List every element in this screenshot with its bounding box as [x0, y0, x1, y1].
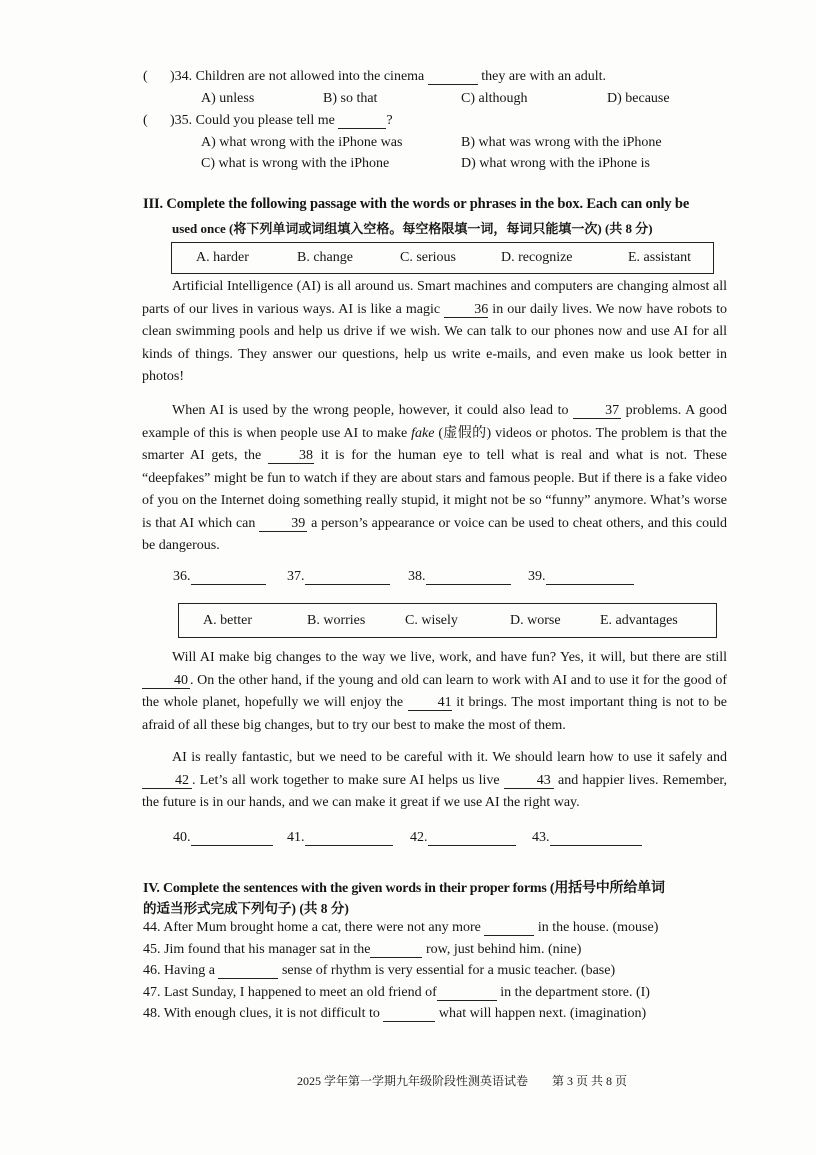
- word-box-1-item: D. recognize: [501, 250, 573, 265]
- q45: [143, 941, 581, 958]
- answer-40-line[interactable]: [191, 830, 273, 846]
- q35-paren: (: [143, 113, 148, 128]
- word-box-2: [178, 603, 717, 638]
- answer-42-line[interactable]: [428, 830, 516, 846]
- answer-39-line[interactable]: [546, 569, 634, 585]
- blank-43: 43: [504, 773, 554, 789]
- q34-paren: (: [143, 69, 148, 84]
- answer-42: [410, 830, 516, 846]
- passage-paragraph-1: [142, 276, 727, 389]
- answer-39: [528, 569, 634, 585]
- q48-blank[interactable]: [383, 1006, 435, 1022]
- answer-41: [287, 830, 393, 846]
- p2-text-a: When AI is used by the wrong people, however, it could also lead to: [172, 403, 574, 418]
- q45-blank[interactable]: [370, 942, 422, 958]
- q35-blank: [338, 113, 386, 129]
- p2-text-e: a person’s appearance or voice can be used to cheat others, and this could be dangerous.: [142, 515, 727, 553]
- p1-text-b: in our daily lives. We now have robots to clean swimming pools and help us drive if we wish. We can talk to our phones now and use AI for all kinds of things. They answer our questions, help us write e-mails, and even make us look better in photos!: [142, 301, 728, 384]
- q44: [143, 919, 658, 936]
- answer-36: [173, 569, 266, 585]
- word-box-2-item: D. worse: [510, 612, 561, 628]
- word-box-1-item: A. harder: [196, 250, 249, 265]
- p2-text-d: it is for the human eye to tell what is real and what is not. These “deepfakes” might be fun to watch if they are about stars and famous people. But if there is a fake video of you on the Internet doing something really stupid, it might not be so “funny” anymore. What’s worse is that AI which can: [142, 448, 727, 531]
- blank-37: 37: [573, 403, 621, 419]
- q35-after: ?: [386, 113, 393, 128]
- answer-37-line[interactable]: [305, 569, 390, 585]
- word-box-1-item: C. serious: [400, 250, 456, 265]
- p1-text-a: Artificial Intelligence (AI) is all around us. Smart machines and computers are changing almost all parts of our lives in various ways. AI is like a magic: [142, 279, 727, 317]
- word-box-1: [171, 242, 714, 274]
- q47: [143, 984, 650, 1001]
- p3-text-c: it brings. The most important thing is not to be afraid of all these big changes, but to try our best to make the most of them.: [142, 695, 727, 733]
- q47-blank[interactable]: [437, 985, 497, 1001]
- answer-39-label: 39.: [528, 569, 546, 584]
- p2-text-c: (虚假的) videos or photos. The problem is that the smarter AI gets, the: [142, 425, 727, 463]
- answer-43-line[interactable]: [550, 830, 642, 846]
- blank-36: 36: [444, 302, 488, 318]
- q45-text-b: row, just behind him. (nine): [422, 942, 582, 957]
- p2-text-b: problems. A good example of this is when people use AI to make: [142, 403, 727, 441]
- q34-option-c: C) although: [461, 91, 528, 106]
- q34-stem: )34. Children are not allowed into the cinema: [170, 69, 425, 84]
- word-box-2-item: A. better: [203, 612, 252, 628]
- word-box-2-item: C. wisely: [405, 612, 458, 628]
- answer-42-label: 42.: [410, 830, 428, 845]
- answer-37: [287, 569, 390, 585]
- q48-text-b: what will happen next. (imagination): [435, 1006, 647, 1021]
- q35-option-b: B) what was wrong with the iPhone: [461, 135, 662, 150]
- blank-42: 42: [142, 773, 192, 789]
- word-box-2-item: B. worries: [307, 612, 366, 628]
- q46: [143, 962, 615, 979]
- q44-text-a: 44. After Mum brought home a cat, there were not any more: [143, 920, 485, 935]
- q35-option-a: A) what wrong with the iPhone was: [201, 135, 403, 150]
- q47-text-a: 47. Last Sunday, I happened to meet an old friend of: [143, 985, 437, 1000]
- q35-option-d: D) what wrong with the iPhone is: [461, 156, 650, 171]
- q46-text-b: sense of rhythm is very essential for a music teacher. (base): [278, 963, 616, 978]
- q34-option-d: D) because: [607, 91, 670, 106]
- answer-37-label: 37.: [287, 569, 305, 584]
- q48: [143, 1005, 646, 1022]
- q45-text-a: 45. Jim found that his manager sat in the: [143, 942, 371, 957]
- blank-39: 39: [259, 516, 307, 532]
- answer-43-label: 43.: [532, 830, 550, 845]
- blank-40: 40: [142, 673, 190, 689]
- word-box-1-item: E. assistant: [628, 250, 691, 265]
- q34-after: they are with an adult.: [481, 69, 607, 84]
- q35-option-c: C) what is wrong with the iPhone: [201, 156, 390, 171]
- answer-38-line[interactable]: [426, 569, 511, 585]
- q46-blank[interactable]: [218, 963, 278, 979]
- p2-fake-word: fake: [411, 425, 435, 441]
- q34-option-b: B) so that: [323, 91, 378, 106]
- section4-heading-line1: IV. Complete the sentences with the given words in their proper forms (用括号中所给单词: [143, 881, 665, 896]
- q35-line: [170, 112, 393, 129]
- p4-text-b: . Let’s all work together to make sure AI helps us live: [192, 772, 504, 788]
- q48-text-a: 48. With enough clues, it is not difficult to: [143, 1006, 384, 1021]
- answer-40: [173, 830, 273, 846]
- p3-text-b: . On the other hand, if the young and old can learn to work with AI and to use it for the good of the whole planet, hopefully we will enjoy the: [142, 672, 727, 710]
- answer-36-line[interactable]: [191, 569, 266, 585]
- answer-38-label: 38.: [408, 569, 426, 584]
- section4-heading-line2: 的适当形式完成下列句子) (共 8 分): [143, 901, 349, 916]
- answer-41-label: 41.: [287, 830, 305, 845]
- blank-41: 41: [408, 695, 452, 711]
- word-box-1-item: B. change: [297, 250, 353, 265]
- q35-stem: )35. Could you please tell me: [170, 113, 335, 128]
- q46-text-a: 46. Having a: [143, 963, 219, 978]
- section3-heading-line2: used once (将下列单词或词组填入空格。每空格限填一词，每词只能填一次) (共 8 分): [172, 221, 653, 236]
- blank-38: 38: [268, 448, 314, 464]
- p3-text-a: Will AI make big changes to the way we live, work, and have fun? Yes, it will, but there are still: [172, 650, 727, 665]
- answer-43: [532, 830, 642, 846]
- word-box-2-item: E. advantages: [600, 612, 678, 628]
- passage-paragraph-4: [142, 747, 727, 815]
- answer-41-line[interactable]: [305, 830, 393, 846]
- section3-heading-line1: III. Complete the following passage with the words or phrases in the box. Each can only be: [143, 196, 690, 212]
- q34-option-a: A) unless: [201, 91, 255, 106]
- answer-38: [408, 569, 511, 585]
- answer-40-label: 40.: [173, 830, 191, 845]
- page-footer: 2025 学年第一学期九年级阶段性测英语试卷 第 3 页 共 8 页: [297, 1074, 628, 1088]
- q44-blank[interactable]: [484, 920, 534, 936]
- p4-text-a: AI is really fantastic, but we need to be careful with it. We should learn how to use it safely and: [172, 750, 727, 765]
- q34-line: [170, 68, 606, 85]
- passage-paragraph-3: [142, 647, 727, 737]
- q44-text-b: in the house. (mouse): [534, 920, 659, 935]
- answer-36-label: 36.: [173, 569, 191, 584]
- p4-text-c: and happier lives. Remember, the future is in our hands, and we can make it great if we use AI the right way.: [142, 772, 728, 810]
- q34-blank: [428, 69, 478, 85]
- q47-text-b: in the department store. (I): [496, 985, 650, 1000]
- passage-paragraph-2: [142, 400, 727, 558]
